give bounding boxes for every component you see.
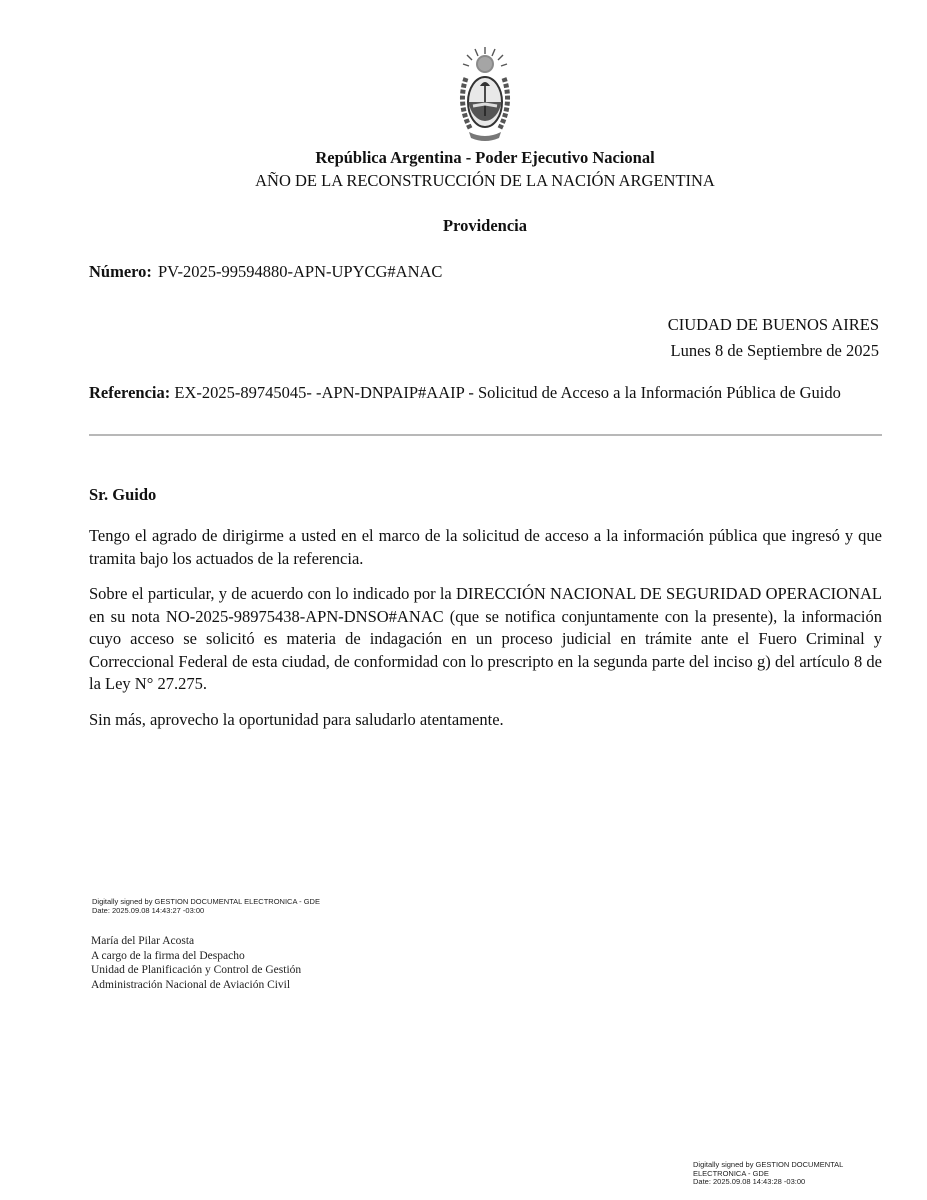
bottom-stamp-line: Digitally signed by GESTION DOCUMENTAL bbox=[693, 1160, 844, 1169]
signature-stamp-date: Date: 2025.09.08 14:43:27 -03:00 bbox=[92, 906, 205, 915]
body-paragraph: Sin más, aprovecho la oportunidad para saludarlo atentamente. bbox=[89, 709, 504, 729]
reference-label: Referencia: bbox=[89, 383, 171, 402]
bottom-stamp-date: Date: 2025.09.08 14:43:28 -03:00 bbox=[693, 1177, 806, 1186]
document-number-label: Número: bbox=[89, 262, 152, 281]
digital-signature-stamp bbox=[92, 897, 320, 915]
body-paragraph: Tengo el agrado de dirigirme a usted en el marco de la solicitud de acceso a la información pública que ingresó y que tramita bajo los actuados de la referencia. bbox=[89, 526, 882, 568]
letter-body bbox=[89, 525, 882, 744]
signer-block bbox=[91, 934, 301, 992]
signer-unit: Unidad de Planificación y Control de Gestión bbox=[91, 964, 302, 976]
signer-agency: Administración Nacional de Aviación Civil bbox=[91, 978, 291, 991]
year-motto: AÑO DE LA RECONSTRUCCIÓN DE LA NACIÓN ARGENTINA bbox=[255, 171, 715, 190]
signer-role: A cargo de la firma del Despacho bbox=[91, 949, 245, 962]
coat-of-arms-emblem bbox=[451, 44, 519, 144]
bottom-stamp-line: ELECTRONICA - GDE bbox=[693, 1168, 769, 1178]
document-type-title: Providencia bbox=[442, 216, 528, 235]
place-and-date bbox=[668, 312, 879, 364]
reference bbox=[89, 381, 879, 404]
divider bbox=[89, 434, 882, 436]
place: CIUDAD DE BUENOS AIRES bbox=[667, 315, 879, 334]
body-paragraph: Sobre el particular, y de acuerdo con lo indicado por la DIRECCIÓN NACIONAL DE SEGURIDAD OPERACIONAL en su nota NO-2025-98975438-APN-DNSO#ANAC (que se notifica conjuntamente con la presente), la información cuyo acceso se solicitó es materia de indagación en un proceso judicial en trámite ante el Fuero Criminal y Correccional Federal de esta ciudad, de conformidad con lo prescripto en la segunda parte del inciso g) del artículo 8 de la Ley N° 27.275. bbox=[89, 584, 882, 693]
republic-heading: República Argentina - Poder Ejecutivo Nacional bbox=[315, 148, 655, 167]
document-number-value: PV-2025-99594880-APN-UPYCG#ANAC bbox=[157, 262, 443, 281]
date: Lunes 8 de Septiembre de 2025 bbox=[670, 341, 879, 360]
bottom-signature-stamp bbox=[693, 1161, 893, 1187]
signature-stamp-line: Digitally signed by GESTION DOCUMENTAL ELECTRONICA - GDE bbox=[92, 897, 320, 906]
document-number bbox=[89, 262, 442, 282]
salutation: Sr. Guido bbox=[89, 485, 157, 504]
reference-text: EX-2025-89745045- -APN-DNPAIP#AAIP - Solicitud de Acceso a la Información Pública de Guido bbox=[170, 383, 841, 402]
signer-name: María del Pilar Acosta bbox=[91, 935, 195, 947]
